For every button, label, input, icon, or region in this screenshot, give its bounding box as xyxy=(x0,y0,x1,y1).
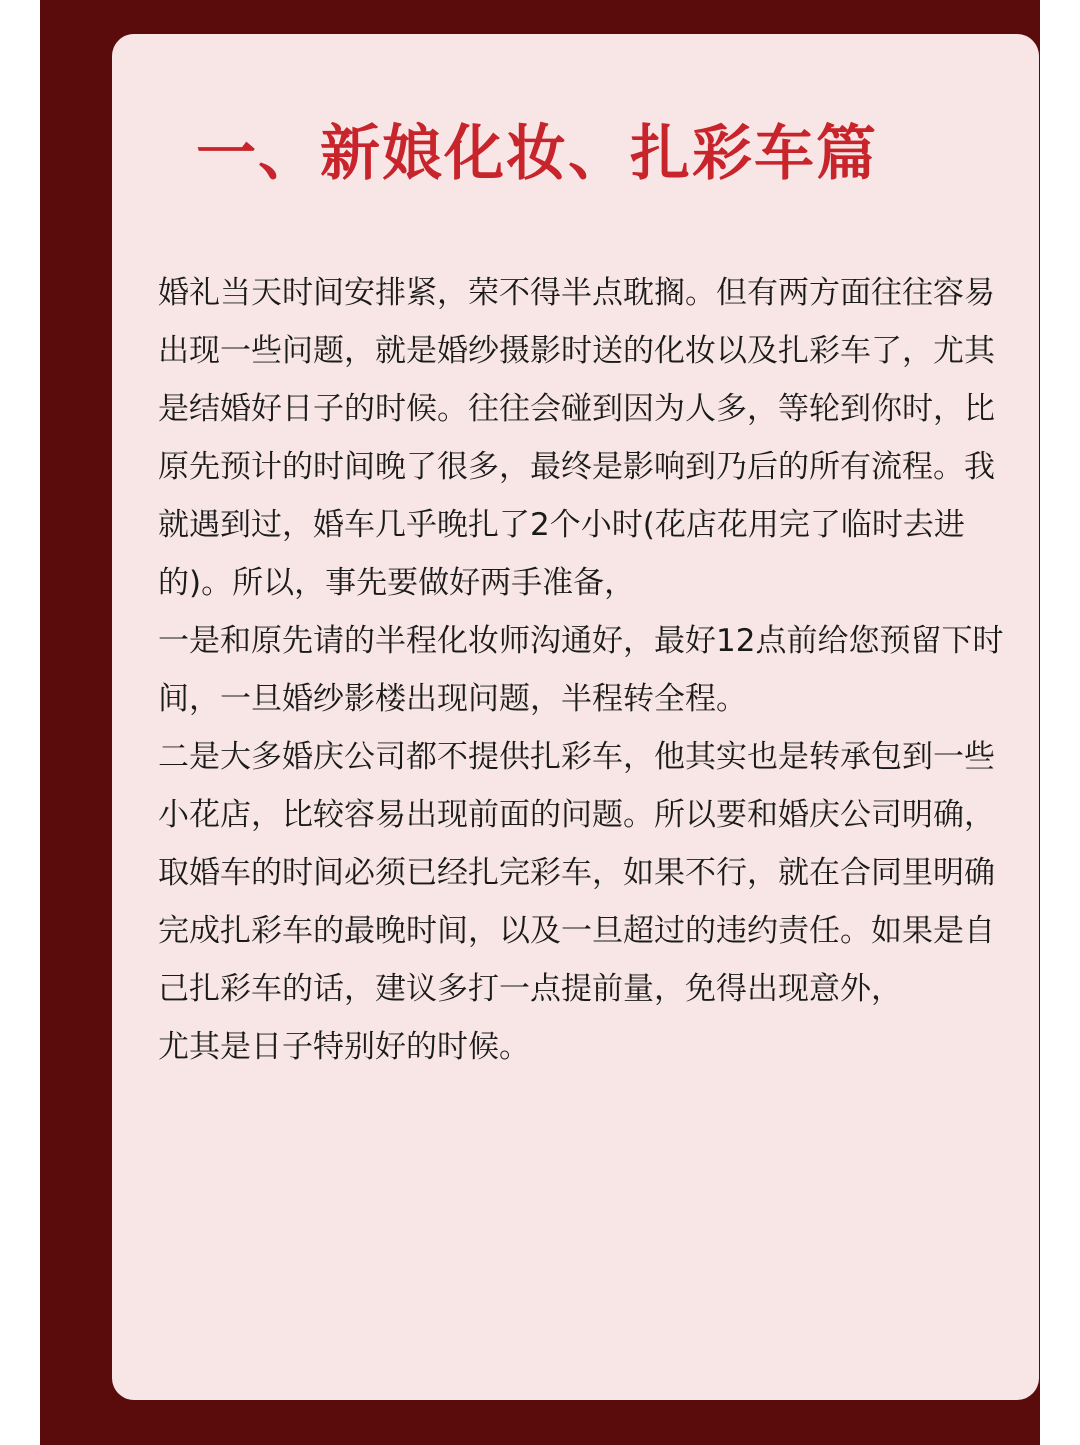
paragraph-closing: 尤其是日子特别好的时候。 xyxy=(158,1029,530,1065)
paragraph-option-two: 二是大多婚庆公司都不提供扎彩车，他其实也是转承包到一些小花店，比较容易出现前面的问题。所以要和婚庆公司明确，取婚车的时间必须已经扎完彩车，如果不行，就在合同里明确完成扎彩车的最晚时间，以及一旦超过的违约责任。如果是自己扎彩车的话，建议多打一点提前量，免得出现意外， xyxy=(158,739,995,1007)
paragraph-intro: 婚礼当天时间安排紧，荣不得半点耽搁。但有两方面往往容易出现一些问题，就是婚纱摄影时送的化妆以及扎彩车了，尤其是结婚好日子的时候。往往会碰到因为人多，等轮到你时，比原先预计的时间晚了很多，最终是影响到乃后的所有流程。我就遇到过，婚车几乎晚扎了2个小时(花店花用完了临时去进的)。所以，事先要做好两手准备， xyxy=(158,275,995,601)
article-body xyxy=(158,264,1020,1076)
section-title: 一、新娘化妆、扎彩车篇 xyxy=(196,119,878,189)
content-card xyxy=(112,34,1039,1400)
dark-red-frame xyxy=(40,0,1040,1445)
paragraph-option-one: 一是和原先请的半程化妆师沟通好，最好12点前给您预留下时间，一旦婚纱影楼出现问题，半程转全程。 xyxy=(158,623,1004,717)
